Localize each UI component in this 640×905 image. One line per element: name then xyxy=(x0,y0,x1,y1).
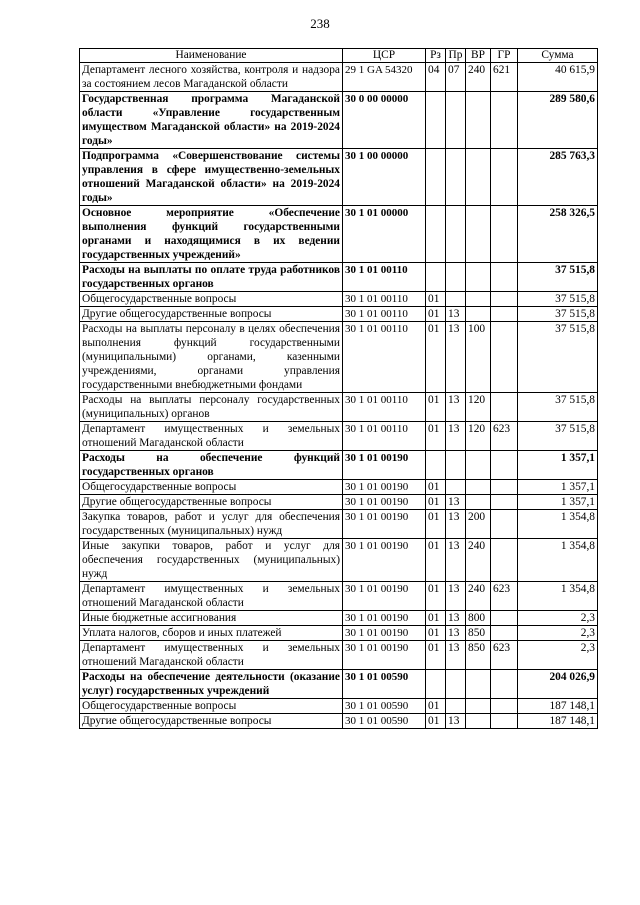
table-row xyxy=(80,670,598,699)
cell-sum: 187 148,1 xyxy=(518,699,598,714)
cell-name: Государственная программа Магаданской области «Управление государственным имуществом Магаданской области» на 2019-2024 годы» xyxy=(80,92,343,149)
cell-name: Подпрограмма «Совершенствование системы управления в сфере имущественно-земельных отношений Магаданской области» на 2019-2024 годы» xyxy=(80,149,343,206)
cell-name: Общегосударственные вопросы xyxy=(80,699,343,714)
cell-pr xyxy=(446,92,466,149)
cell-gr xyxy=(491,307,518,322)
cell-sum: 289 580,6 xyxy=(518,92,598,149)
cell-csr: 30 1 01 00590 xyxy=(343,699,426,714)
budget-table xyxy=(79,48,598,729)
cell-vr xyxy=(466,495,491,510)
header-gr: ГР xyxy=(491,49,518,63)
cell-csr: 30 1 01 00190 xyxy=(343,611,426,626)
cell-sum: 1 354,8 xyxy=(518,539,598,582)
cell-name: Уплата налогов, сборов и иных платежей xyxy=(80,626,343,641)
cell-rz: 01 xyxy=(426,393,446,422)
cell-gr: 623 xyxy=(491,422,518,451)
cell-csr: 30 1 01 00110 xyxy=(343,393,426,422)
cell-csr: 30 1 01 00190 xyxy=(343,480,426,495)
cell-vr: 200 xyxy=(466,510,491,539)
cell-vr xyxy=(466,699,491,714)
cell-sum: 37 515,8 xyxy=(518,263,598,292)
cell-name: Другие общегосударственные вопросы xyxy=(80,495,343,510)
cell-pr: 13 xyxy=(446,641,466,670)
cell-name: Другие общегосударственные вопросы xyxy=(80,714,343,729)
header-pr: Пр xyxy=(446,49,466,63)
cell-csr: 30 1 00 00000 xyxy=(343,149,426,206)
cell-rz: 01 xyxy=(426,626,446,641)
cell-name: Департамент имущественных и земельных отношений Магаданской области xyxy=(80,422,343,451)
cell-pr: 13 xyxy=(446,582,466,611)
cell-pr xyxy=(446,451,466,480)
table-row xyxy=(80,510,598,539)
cell-rz: 04 xyxy=(426,63,446,92)
cell-gr xyxy=(491,149,518,206)
cell-gr xyxy=(491,611,518,626)
cell-rz: 01 xyxy=(426,582,446,611)
cell-name: Общегосударственные вопросы xyxy=(80,480,343,495)
header-name: Наименование xyxy=(80,49,343,63)
page-number: 238 xyxy=(310,16,330,31)
cell-vr: 240 xyxy=(466,582,491,611)
cell-rz: 01 xyxy=(426,292,446,307)
header-sum: Сумма xyxy=(518,49,598,63)
table-row xyxy=(80,307,598,322)
table-row xyxy=(80,699,598,714)
cell-sum: 1 357,1 xyxy=(518,495,598,510)
cell-rz: 01 xyxy=(426,422,446,451)
cell-sum: 187 148,1 xyxy=(518,714,598,729)
cell-sum: 37 515,8 xyxy=(518,393,598,422)
cell-pr: 13 xyxy=(446,422,466,451)
header-vr: ВР xyxy=(466,49,491,63)
cell-vr xyxy=(466,206,491,263)
cell-sum: 2,3 xyxy=(518,641,598,670)
cell-rz: 01 xyxy=(426,307,446,322)
cell-pr xyxy=(446,263,466,292)
cell-gr xyxy=(491,206,518,263)
cell-vr: 850 xyxy=(466,641,491,670)
table-row xyxy=(80,393,598,422)
header-rz: Рз xyxy=(426,49,446,63)
cell-vr xyxy=(466,92,491,149)
cell-name: Другие общегосударственные вопросы xyxy=(80,307,343,322)
cell-gr xyxy=(491,322,518,393)
table-row xyxy=(80,611,598,626)
cell-gr xyxy=(491,393,518,422)
cell-rz xyxy=(426,451,446,480)
cell-rz: 01 xyxy=(426,611,446,626)
cell-csr: 30 1 01 00190 xyxy=(343,626,426,641)
cell-vr xyxy=(466,149,491,206)
cell-name: Закупка товаров, работ и услуг для обеспечения государственных (муниципальных) нужд xyxy=(80,510,343,539)
cell-csr: 30 1 01 00110 xyxy=(343,422,426,451)
cell-csr: 30 1 01 00190 xyxy=(343,510,426,539)
cell-gr xyxy=(491,480,518,495)
cell-gr xyxy=(491,714,518,729)
cell-csr: 30 1 01 00190 xyxy=(343,451,426,480)
cell-csr: 30 0 00 00000 xyxy=(343,92,426,149)
cell-sum: 285 763,3 xyxy=(518,149,598,206)
table-row xyxy=(80,480,598,495)
cell-vr: 240 xyxy=(466,539,491,582)
cell-gr xyxy=(491,626,518,641)
cell-rz xyxy=(426,92,446,149)
cell-name: Иные бюджетные ассигнования xyxy=(80,611,343,626)
cell-name: Общегосударственные вопросы xyxy=(80,292,343,307)
cell-vr: 120 xyxy=(466,422,491,451)
cell-sum: 40 615,9 xyxy=(518,63,598,92)
cell-pr xyxy=(446,292,466,307)
cell-name: Расходы на выплаты по оплате труда работников государственных органов xyxy=(80,263,343,292)
cell-rz: 01 xyxy=(426,495,446,510)
cell-vr: 850 xyxy=(466,626,491,641)
cell-gr xyxy=(491,451,518,480)
cell-gr xyxy=(491,92,518,149)
cell-sum: 1 354,8 xyxy=(518,510,598,539)
cell-rz xyxy=(426,263,446,292)
header-csr: ЦСР xyxy=(343,49,426,63)
cell-rz: 01 xyxy=(426,510,446,539)
cell-csr: 30 1 01 00110 xyxy=(343,263,426,292)
cell-rz: 01 xyxy=(426,480,446,495)
cell-pr xyxy=(446,699,466,714)
cell-vr: 800 xyxy=(466,611,491,626)
cell-name: Департамент имущественных и земельных отношений Магаданской области xyxy=(80,641,343,670)
cell-vr xyxy=(466,307,491,322)
cell-name: Департамент лесного хозяйства, контроля и надзора за состоянием лесов Магаданской области xyxy=(80,63,343,92)
cell-gr xyxy=(491,670,518,699)
table-row xyxy=(80,714,598,729)
cell-name: Департамент имущественных и земельных отношений Магаданской области xyxy=(80,582,343,611)
table-header-row xyxy=(80,49,598,63)
cell-sum: 1 354,8 xyxy=(518,582,598,611)
cell-vr: 240 xyxy=(466,63,491,92)
cell-sum: 37 515,8 xyxy=(518,307,598,322)
cell-pr xyxy=(446,480,466,495)
cell-gr xyxy=(491,510,518,539)
table-row xyxy=(80,149,598,206)
cell-pr: 13 xyxy=(446,611,466,626)
cell-vr xyxy=(466,670,491,699)
cell-sum: 37 515,8 xyxy=(518,292,598,307)
cell-pr: 13 xyxy=(446,322,466,393)
table-row xyxy=(80,641,598,670)
cell-csr: 30 1 01 00110 xyxy=(343,292,426,307)
cell-csr: 30 1 01 00590 xyxy=(343,670,426,699)
cell-pr: 13 xyxy=(446,307,466,322)
cell-pr xyxy=(446,670,466,699)
cell-rz: 01 xyxy=(426,699,446,714)
cell-csr: 29 1 GA 54320 xyxy=(343,63,426,92)
cell-rz: 01 xyxy=(426,322,446,393)
table-row xyxy=(80,451,598,480)
table-row xyxy=(80,626,598,641)
cell-gr xyxy=(491,699,518,714)
cell-pr: 13 xyxy=(446,539,466,582)
cell-vr xyxy=(466,451,491,480)
cell-rz xyxy=(426,149,446,206)
cell-sum: 37 515,8 xyxy=(518,422,598,451)
cell-vr xyxy=(466,714,491,729)
cell-vr xyxy=(466,263,491,292)
cell-rz xyxy=(426,670,446,699)
cell-gr xyxy=(491,292,518,307)
cell-name: Расходы на обеспечение деятельности (оказание услуг) государственных учреждений xyxy=(80,670,343,699)
cell-gr: 623 xyxy=(491,582,518,611)
cell-sum: 258 326,5 xyxy=(518,206,598,263)
cell-pr: 13 xyxy=(446,714,466,729)
cell-pr: 13 xyxy=(446,626,466,641)
cell-vr: 120 xyxy=(466,393,491,422)
cell-rz: 01 xyxy=(426,714,446,729)
cell-csr: 30 1 01 00190 xyxy=(343,582,426,611)
cell-csr: 30 1 01 00110 xyxy=(343,307,426,322)
cell-vr xyxy=(466,480,491,495)
cell-csr: 30 1 01 00000 xyxy=(343,206,426,263)
cell-vr: 100 xyxy=(466,322,491,393)
table-row xyxy=(80,322,598,393)
cell-name: Основное мероприятие «Обеспечение выполнения функций государственными органами и находящимися в их ведении государственных учреждений» xyxy=(80,206,343,263)
cell-csr: 30 1 01 00190 xyxy=(343,641,426,670)
cell-gr: 621 xyxy=(491,63,518,92)
cell-name: Расходы на выплаты персоналу государственных (муниципальных) органов xyxy=(80,393,343,422)
table-body xyxy=(80,63,598,729)
cell-pr: 13 xyxy=(446,495,466,510)
cell-csr: 30 1 01 00590 xyxy=(343,714,426,729)
cell-gr: 623 xyxy=(491,641,518,670)
cell-pr: 07 xyxy=(446,63,466,92)
table-row xyxy=(80,539,598,582)
table-row xyxy=(80,582,598,611)
cell-sum: 2,3 xyxy=(518,611,598,626)
cell-pr: 13 xyxy=(446,510,466,539)
cell-name: Расходы на обеспечение функций государственных органов xyxy=(80,451,343,480)
cell-csr: 30 1 01 00110 xyxy=(343,322,426,393)
cell-gr xyxy=(491,495,518,510)
cell-gr xyxy=(491,539,518,582)
cell-sum: 204 026,9 xyxy=(518,670,598,699)
table-row xyxy=(80,495,598,510)
table-row xyxy=(80,422,598,451)
cell-csr: 30 1 01 00190 xyxy=(343,539,426,582)
table-row xyxy=(80,263,598,292)
table-row xyxy=(80,92,598,149)
cell-name: Расходы на выплаты персоналу в целях обеспечения выполнения функций государственными (муниципальными) органами, казенными учреждениями, органами управления государственными внебюджетными фондами xyxy=(80,322,343,393)
cell-pr xyxy=(446,149,466,206)
cell-rz: 01 xyxy=(426,539,446,582)
cell-sum: 1 357,1 xyxy=(518,451,598,480)
cell-pr: 13 xyxy=(446,393,466,422)
cell-vr xyxy=(466,292,491,307)
cell-rz: 01 xyxy=(426,641,446,670)
table-row xyxy=(80,63,598,92)
cell-sum: 37 515,8 xyxy=(518,322,598,393)
cell-gr xyxy=(491,263,518,292)
table-row xyxy=(80,292,598,307)
cell-sum: 1 357,1 xyxy=(518,480,598,495)
cell-pr xyxy=(446,206,466,263)
cell-name: Иные закупки товаров, работ и услуг для обеспечения государственных (муниципальных) нужд xyxy=(80,539,343,582)
cell-sum: 2,3 xyxy=(518,626,598,641)
table-row xyxy=(80,206,598,263)
cell-rz xyxy=(426,206,446,263)
cell-csr: 30 1 01 00190 xyxy=(343,495,426,510)
